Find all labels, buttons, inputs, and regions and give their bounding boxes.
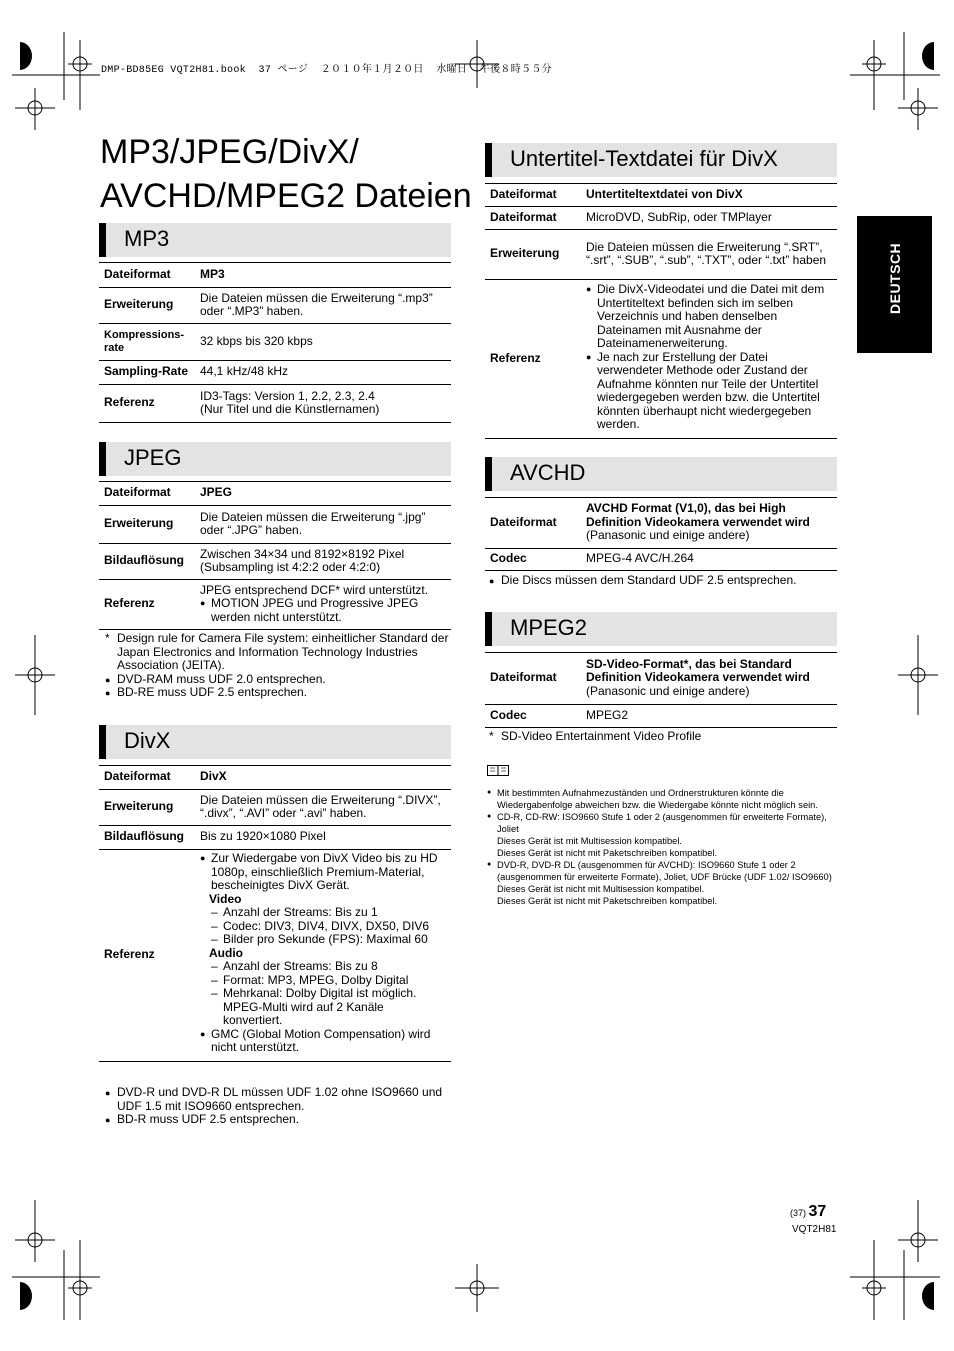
table-row: Kompressions-rate 32 kbps bis 320 kbps [99,324,451,361]
table-row: Referenz ● Zur Wiedergabe von DivX Video bis zu HD 1080p, einschließlich Premium-Material, bescheinigtes DivX Gerät. Video – Anzahl der Streams: Bis zu 1 – Codec: DIV3, DIV4, DIVX, DX50, DIV6 – Bilder pro Sekunde (FPS): Maximal 60 Audio – Anzahl der Streams: Bis zu 8 – Format: MP3, MPEG, Dolby Digital – Mehrkanal: Dolby Digital ist möglich. MPEG-Multi wird auf 2 Kanäle konvertiert. ● GMC (Global Motion Compensation) wird nicht unterstützt. [99,850,451,1062]
table-row: Dateiformat MP3 [99,263,451,288]
table-row: Erweiterung Die Dateien müssen die Erweiterung “.SRT”, “.srt”, “.SUB”, “.sub”, “.TXT”, oder “.txt” haben [485,230,837,280]
table-row: Sampling-Rate 44,1 kHz/48 kHz [99,361,451,385]
divx-table [99,765,451,1062]
table-row: Bildauflösung Bis zu 1920×1080 Pixel [99,826,451,850]
table-row: Erweiterung Die Dateien müssen die Erweiterung “.DIVX”, “.divx”, “.AVI” oder “.avi” haben. [99,790,451,826]
table-row: Dateiformat AVCHD Format (V1,0), das bei High Definition Videokamera verwendet wird (Panasonic und einige andere) [485,498,837,549]
section-heading-subtitle: Untertitel-Textdatei für DivX [485,143,837,177]
subtitle-table [485,183,837,439]
language-tab: DEUTSCH [857,216,932,353]
table-row: Erweiterung Die Dateien müssen die Erweiterung “.jpg” oder “.JPG” haben. [99,506,451,544]
section-heading-avchd: AVCHD [485,457,837,491]
format-notes: ● Mit bestimmten Aufnahmezuständen und Ordnerstrukturen könnte die Wiedergabenfolge abweichen bzw. die Wiedergabe könnte nicht möglich sein. ● CD-R, CD-RW: ISO9660 Stufe 1 oder 2 (ausgenommen für erweiterte Formate), Joliet Dieses Gerät ist mit Multisession kompatibel. Dieses Gerät ist nicht mit Paketschreiben kompatibel. ● DVD-R, DVD-R DL (ausgenommen für AVCHD): ISO9660 Stufe 1 oder 2 (ausgenommen für erweiterte Formate), Joliet, UDF Brücke (UDF 1.02/ ISO9660) Dieses Gerät ist nicht mit Multisession kompatibel. Dieses Gerät ist nicht mit Paketschreiben kompatibel. [487,788,832,906]
table-row: Codec MPEG2 [485,705,837,728]
book-icon [487,764,509,777]
divx-notes: ● DVD-R und DVD-R DL müssen UDF 1.02 ohne ISO9660 und UDF 1.5 mit ISO9660 entsprechen. ● BD-R muss UDF 2.5 entsprechen. [105,1085,443,1126]
page-title: MP3/JPEG/DivX/ AVCHD/MPEG2 Dateien [100,133,472,215]
table-row: Erweiterung Die Dateien müssen die Erweiterung “.mp3” oder “.MP3” haben. [99,288,451,324]
table-row: Bildauflösung Zwischen 34×34 und 8192×8192 Pixel (Subsampling ist 4:2:2 oder 4:2:0) [99,544,451,580]
section-heading-jpeg: JPEG [99,442,451,476]
table-row: Codec MPEG-4 AVC/H.264 [485,549,837,571]
table-row: Referenz JPEG entsprechend DCF* wird unterstützt. ● MOTION JPEG und Progressive JPEG werden nicht unterstützt. [99,580,451,630]
section-heading-mpeg2: MPEG2 [485,612,837,646]
table-row: Dateiformat MicroDVD, SubRip, oder TMPlayer [485,207,837,230]
table-row: Dateiformat SD-Video-Format*, das bei Standard Definition Videokamera verwendet wird (Panasonic und einige andere) [485,653,837,705]
table-row: Dateiformat Untertiteltextdatei von DivX [485,184,837,207]
mpeg2-note: * SD-Video Entertainment Video Profile [489,729,702,743]
table-row: Referenz ● Die DivX-Videodatei und die Datei mit dem Untertiteltext befinden sich im selben Verzeichnis und haben denselben Dateinamen mit Ausnahme der Dateinamenerweiterung. ● Je nach zur Erstellung der Datei verwendeter Methode oder Zustand der Aufnahme könnten nur Teile der Untertitel wiedergegeben werden bzw. die Untertitel könnten überhaupt nicht wiedergegeben werden. [485,280,837,439]
table-row: Dateiformat DivX [99,766,451,790]
section-heading-divx: DivX [99,725,451,759]
mp3-table [99,262,451,423]
section-heading-mp3: MP3 [99,223,451,257]
mpeg2-table [485,652,837,728]
table-row: Dateiformat JPEG [99,482,451,506]
jpeg-notes: * Design rule for Camera File system: einheitlicher Standard der Japan Electronics and Information Technology Industries Association (JEITA). ● DVD-RAM muss UDF 2.0 entsprechen. ● BD-RE muss UDF 2.5 entsprechen. [105,631,449,699]
jpeg-table [99,481,451,630]
avchd-table [485,497,837,571]
print-header: DMP-BD85EG VQT2H81.book 37 ページ ２０１０年１月２０日 水曜日 午後８時５５分 [101,65,552,76]
document-code: VQT2H81 [792,1224,837,1235]
avchd-note: ● Die Discs müssen dem Standard UDF 2.5 entsprechen. [489,573,797,587]
page-number: (37) 37 [790,1203,827,1220]
table-row: Referenz ID3-Tags: Version 1, 2.2, 2.3, 2.4 (Nur Titel und die Künstlernamen) [99,385,451,423]
